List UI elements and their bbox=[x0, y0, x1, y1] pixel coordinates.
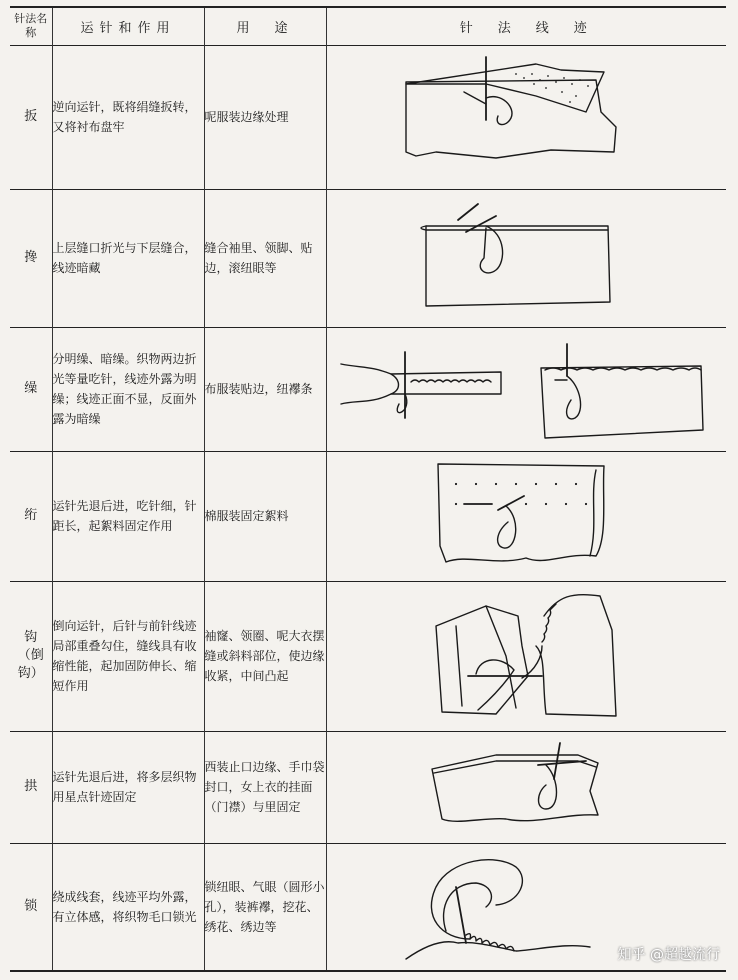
header-usage-function: 运针和作用 bbox=[52, 7, 204, 45]
stitch-purpose: 袖窿、领圈、呢大衣摆缝或斜料部位，使边缘收紧，中间凸起 bbox=[204, 581, 326, 731]
stitch-name: 钩 （倒钩） bbox=[10, 581, 52, 731]
stitch-usage: 运针先退后进，将多层织物用星点针迹固定 bbox=[52, 731, 204, 843]
gong-stitch-diagram bbox=[326, 731, 726, 843]
stitch-name: 缲 bbox=[10, 327, 52, 451]
header-purpose: 用 途 bbox=[204, 7, 326, 45]
table-row bbox=[10, 45, 726, 189]
stitch-name: 搀 bbox=[10, 189, 52, 327]
stitch-name: 锁 bbox=[10, 843, 52, 971]
gou-stitch-diagram bbox=[326, 581, 726, 731]
stitch-name: 拱 bbox=[10, 731, 52, 843]
stitch-usage: 上层缝口折光与下层缝合，线迹暗藏 bbox=[52, 189, 204, 327]
stitch-name: 绗 bbox=[10, 451, 52, 581]
table-row bbox=[10, 451, 726, 581]
table-header-row bbox=[10, 7, 726, 45]
stitch-usage: 分明缲、暗缲。织物两边折光等量吃针，线迹外露为明缲；线迹正面不显，反面外露为暗缲 bbox=[52, 327, 204, 451]
table-row bbox=[10, 327, 726, 451]
header-name: 针法名称 bbox=[10, 7, 52, 45]
stitch-table bbox=[10, 6, 726, 972]
stitch-usage: 绕成线套，线迹平均外露，有立体感，将织物毛口锁光 bbox=[52, 843, 204, 971]
ban-stitch-diagram bbox=[326, 45, 726, 189]
header-trace: 针 法 线 迹 bbox=[326, 7, 726, 45]
stitch-purpose: 呢服装边缘处理 bbox=[204, 45, 326, 189]
table-row bbox=[10, 581, 726, 731]
qiao-stitch-diagram bbox=[326, 327, 726, 451]
stitch-purpose: 缝合袖里、领脚、贴边，滚纽眼等 bbox=[204, 189, 326, 327]
stitch-purpose: 棉服装固定絮料 bbox=[204, 451, 326, 581]
table-row bbox=[10, 731, 726, 843]
stitch-usage: 运针先退后进，吃针细，针距长，起絮料固定作用 bbox=[52, 451, 204, 581]
watermark: 知乎 @超越流行 bbox=[617, 947, 720, 963]
hang-stitch-diagram bbox=[326, 451, 726, 581]
stitch-purpose: 布服装贴边，纽襻条 bbox=[204, 327, 326, 451]
stitch-purpose: 锁纽眼、气眼（圆形小孔），装裤襻，挖花、绣花、绣边等 bbox=[204, 843, 326, 971]
stitch-name: 扳 bbox=[10, 45, 52, 189]
table-row bbox=[10, 189, 726, 327]
stitch-usage: 倒向运针，后针与前针线迹局部重叠勾住，缝线具有收缩性能，起加固防伸长、缩短作用 bbox=[52, 581, 204, 731]
stitch-usage: 逆向运针，既将绢缝扳转，又将衬布盘牢 bbox=[52, 45, 204, 189]
stitch-purpose: 西装止口边缘、手巾袋封口，女上衣的挂面（门襟）与里固定 bbox=[204, 731, 326, 843]
chan-stitch-diagram bbox=[326, 189, 726, 327]
